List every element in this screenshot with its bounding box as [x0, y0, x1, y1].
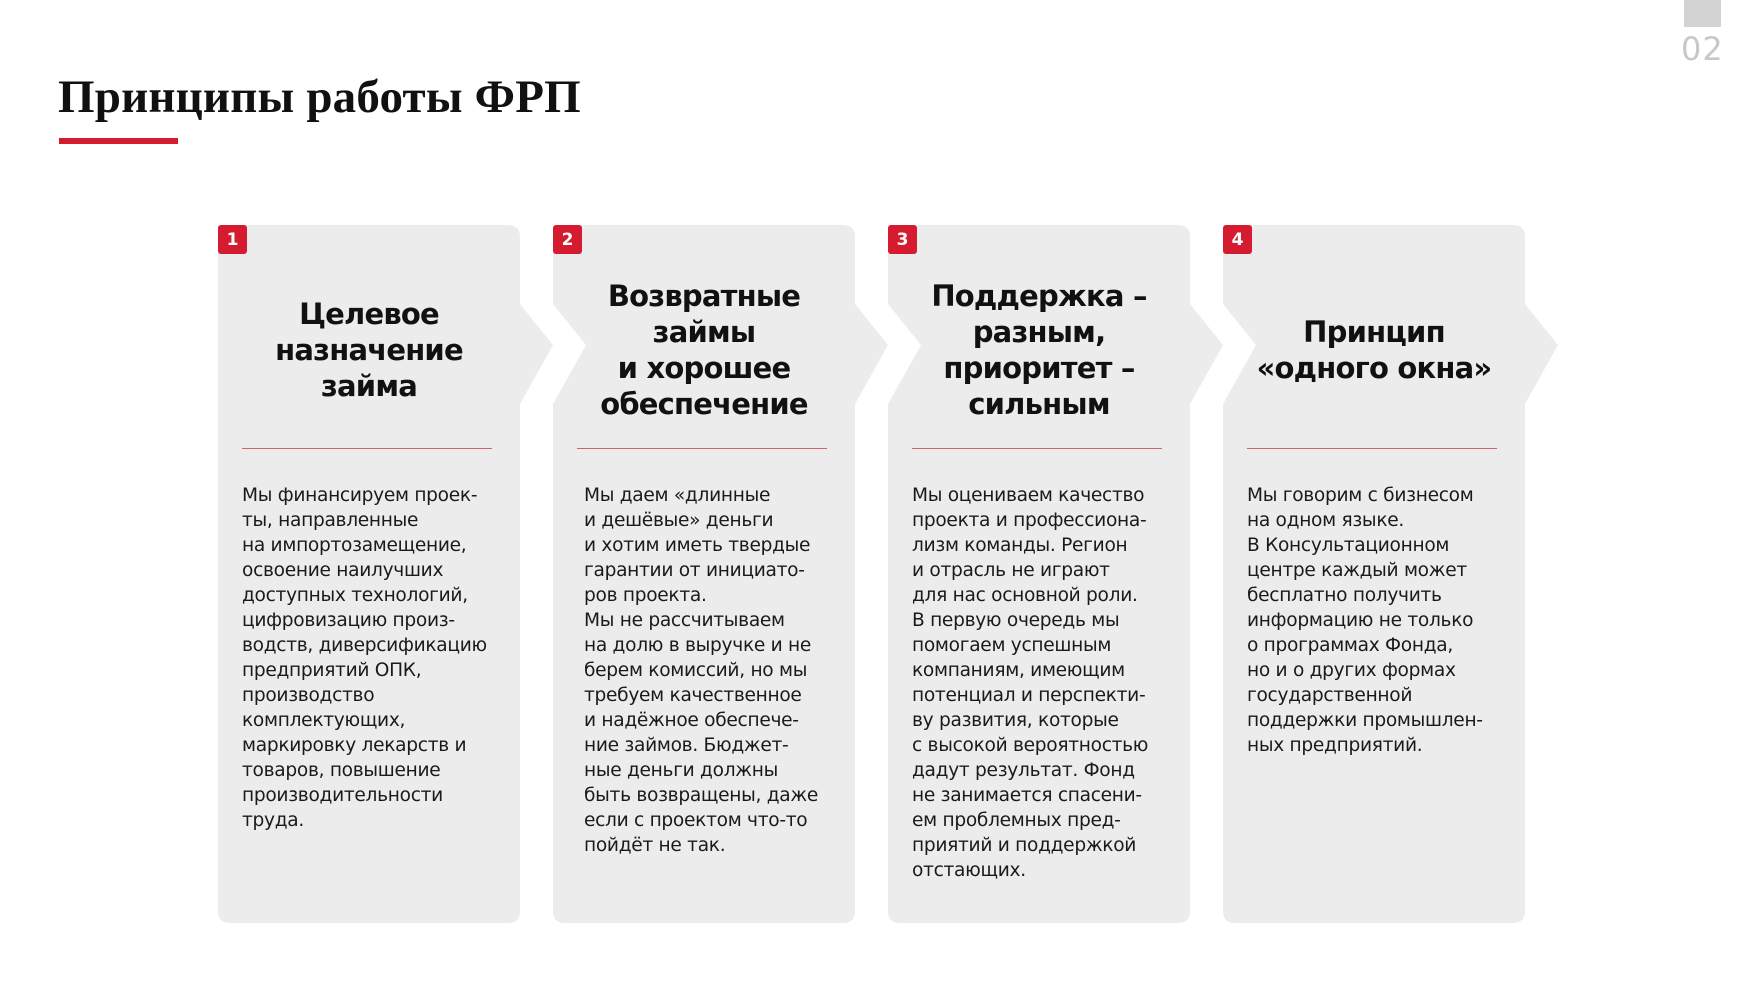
card-3-heading: Поддержка – разным, приоритет – сильным — [931, 279, 1147, 421]
card-3-number-badge: 3 — [888, 225, 917, 254]
title-underline — [59, 138, 178, 144]
page-title: Принципы работы ФРП — [58, 71, 581, 123]
card-2-heading: Возвратные займы и хорошее обеспечение — [600, 279, 808, 421]
card-2-number-badge: 2 — [553, 225, 582, 254]
card-2-body: Мы даем «длинные и дешёвые» деньги и хотим иметь твердые гарантии от инициато- ров проекта. Мы не рассчитываем на долю в выручке и не берем комиссий, но мы требуем качественное и надёжное обеспече- ние займов. Бюджет- ные деньги должны быть возвращены, даже если с проектом что-то пойдёт не так. — [584, 485, 818, 856]
card-1-number-badge: 1 — [218, 225, 247, 254]
card-2-divider — [577, 448, 827, 449]
card-1-divider — [242, 448, 492, 449]
card-1-body: Мы финансируем проек- ты, направленные на импортозамещение, освоение наилучших доступных технологий, цифровизацию произ- водств, диверсификацию предприятий ОПК, производство комплектующих, маркировку лекарств и товаров, повышение производительности труда. — [242, 485, 487, 831]
card-3-body: Мы оцениваем качество проекта и профессиона- лизм команды. Регион и отрасль не играют для нас основной роли. В первую очередь мы помогаем успешным компаниям, имеющим потенциал и перспекти- ву развития, которые с высокой вероятностью дадут результат. Фонд не занимается спасени- ем проблемных пред- приятий и поддержкой отстающих. — [912, 485, 1149, 881]
principle-card-2 — [553, 225, 855, 923]
card-3-divider — [912, 448, 1162, 449]
principle-card-4 — [1223, 225, 1525, 923]
principle-card-3 — [888, 225, 1190, 923]
card-4-number-badge: 4 — [1223, 225, 1252, 254]
page-number: 02 — [1681, 30, 1724, 68]
card-4-body: Мы говорим с бизнесом на одном языке. В Консультационном центре каждый может бесплатно получить информацию не только о программах Фонда, но и о других формах государственной поддержки промышлен- ных предприятий. — [1247, 485, 1483, 756]
principle-card-1 — [218, 225, 520, 923]
card-1-heading: Целевое назначение займа — [275, 297, 463, 403]
corner-square — [1684, 0, 1721, 27]
card-4-heading: Принцип «одного окна» — [1256, 315, 1492, 385]
card-4-divider — [1247, 448, 1497, 449]
